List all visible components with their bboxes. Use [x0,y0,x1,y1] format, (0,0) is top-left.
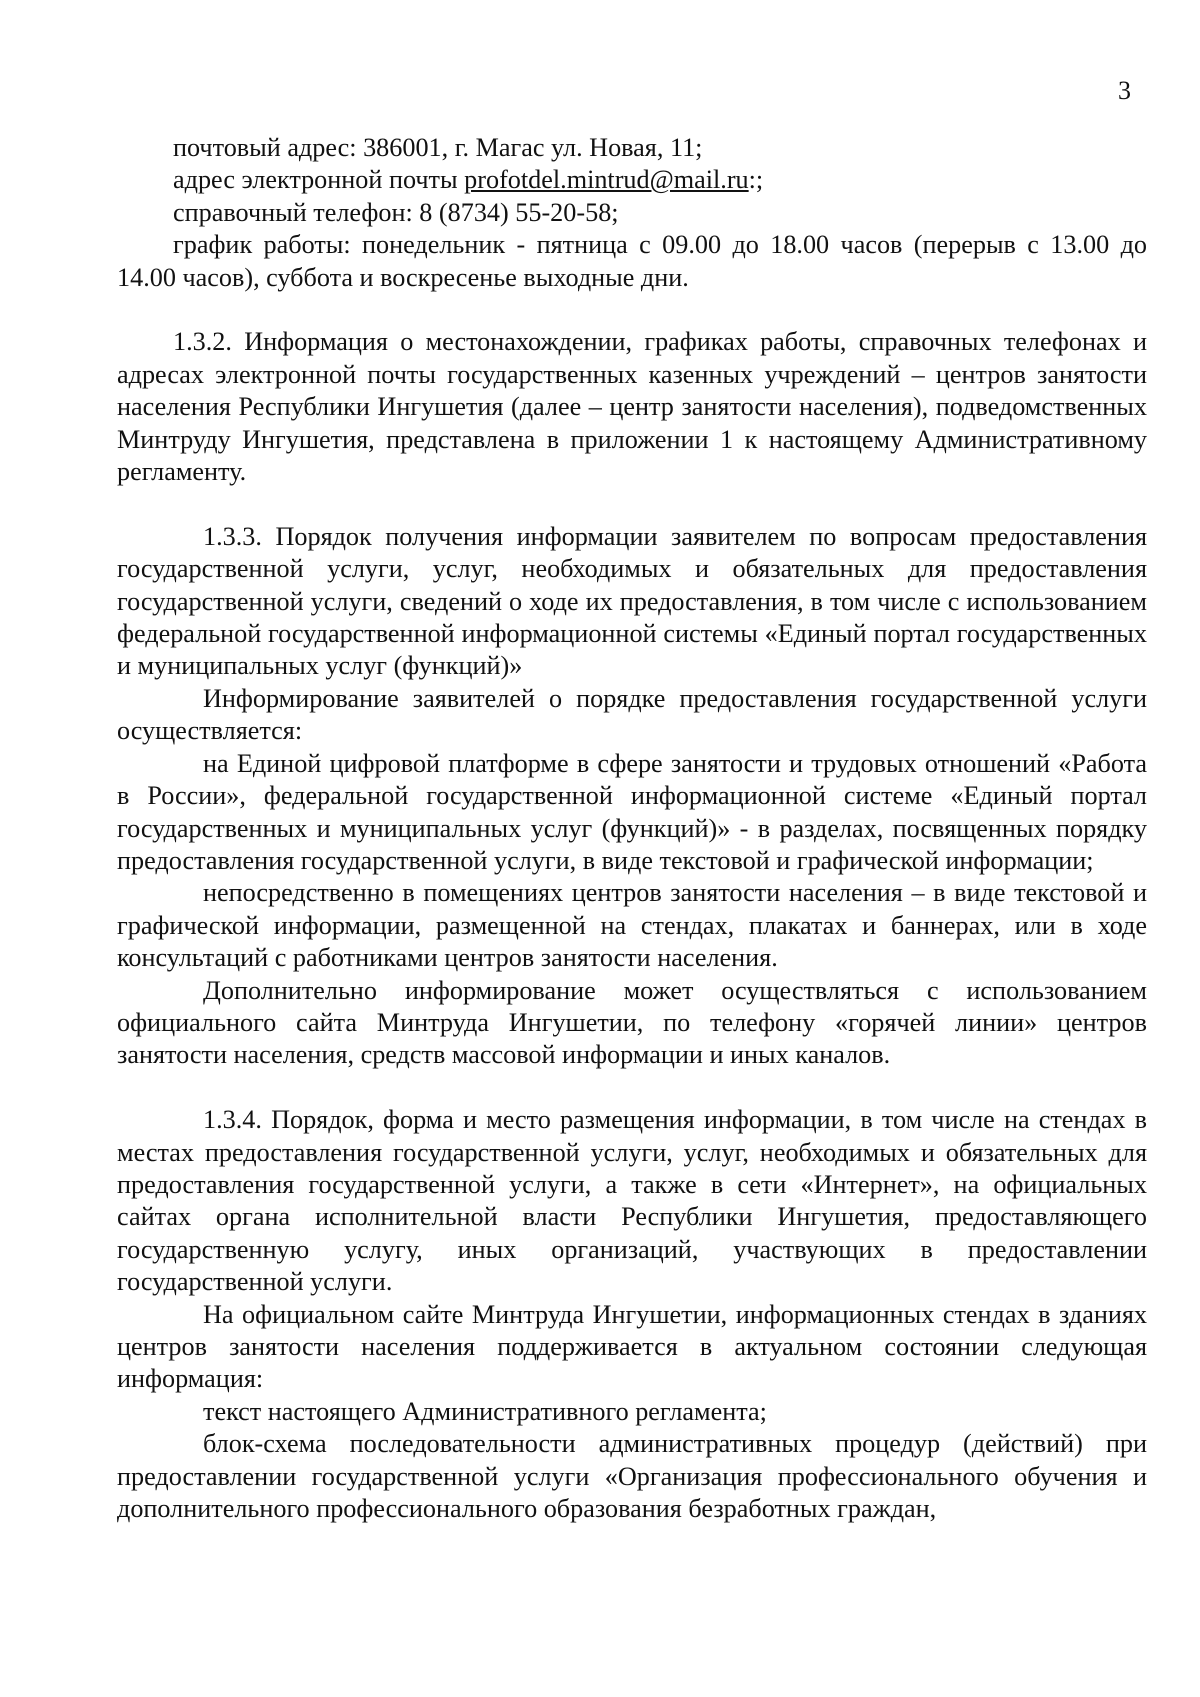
paragraph-1-3-2: 1.3.2. Информация о местонахождении, графиках работы, справочных телефонах и адресах электронной почты государственных казенных учреждений – центров занятости населения Республики Ингушетия (далее – центр занятости населения), подведомственных Минтруду Ингушетия, представлена в приложении 1 к настоящему Административному регламенту. [117,327,1147,487]
paragraph-premises: непосредственно в помещениях центров занятости населения – в виде текстовой и графической информации, размещенной на стендах, плакатах и баннерах, или в ходе консультаций с работниками центров занятости населения. [117,878,1147,973]
work-schedule: график работы: понедельник - пятница с 09.00 до 18.00 часов (перерыв с 13.00 до 14.00 часов), суббота и воскресенье выходные дни. [117,230,1147,292]
document-body [117,132,1147,1525]
paragraph-1-3-3: 1.3.3. Порядок получения информации заявителем по вопросам предоставления государственной услуги, услуг, необходимых и обязательных для предоставления государственной услуги, сведений о ходе их предоставления, в том числе с использованием федеральной государственной информационной системы «Единый портал государственных и муниципальных услуг (функций)» [117,521,1147,681]
email-suffix: :; [748,165,764,195]
postal-address: почтовый адрес: 386001, г. Магас ул. Новая, 11; [173,133,703,162]
reference-phone: справочный телефон: 8 (8734) 55-20-58; [173,197,619,227]
email-label: адрес электронной почты [173,165,465,195]
paragraph-official-site: На официальном сайте Минтруда Ингушетии, информационных стендах в зданиях центров занятости населения поддерживается в актуальном состоянии следующая информация: [117,1299,1147,1394]
paragraph-informing: Информирование заявителей о порядке предоставления государственной услуги осуществляется: [117,683,1147,746]
paragraph-1-3-4: 1.3.4. Порядок, форма и место размещения информации, в том числе на стендах в местах предоставления государственной услуги, услуг, необходимых и обязательных для предоставления государственной услуги, а также в сети «Интернет», на официальных сайтах органа исполнительной власти Республики Ингушетия, предоставляющего государственную услугу, иных организаций, участвующих в предоставлении государственной услуги. [117,1105,1147,1297]
page-number: 3 [1118,76,1131,105]
email-line [117,164,1147,196]
section-gap [117,1072,1147,1104]
paragraph-additional: Дополнительно информирование может осуществляться с использованием официального сайта Минтруда Ингушетии, по телефону «горячей линии» центров занятости населения, средств массовой информации и иных каналов. [117,975,1147,1070]
paragraph-unified-platform: на Единой цифровой платформе в сфере занятости и трудовых отношений «Работа в России», федеральной государственной информационной системе «Единый портал государственных и муниципальных услуг (функций)» - в разделах, посвященных порядку предоставления государственной услуги, в виде текстовой и графической информации; [117,748,1147,875]
section-gap [117,294,1147,326]
paragraph-block-diagram: блок-схема последовательности административных процедур (действий) при предоставлении государственной услуги «Организация профессионального обучения и дополнительного профессионального образования безработных граждан, [117,1429,1147,1524]
paragraph-regulation-text: текст настоящего Административного регламента; [203,1396,767,1426]
email-link[interactable]: profotdel.mintrud@mail.ru [464,165,749,195]
section-gap [117,488,1147,520]
